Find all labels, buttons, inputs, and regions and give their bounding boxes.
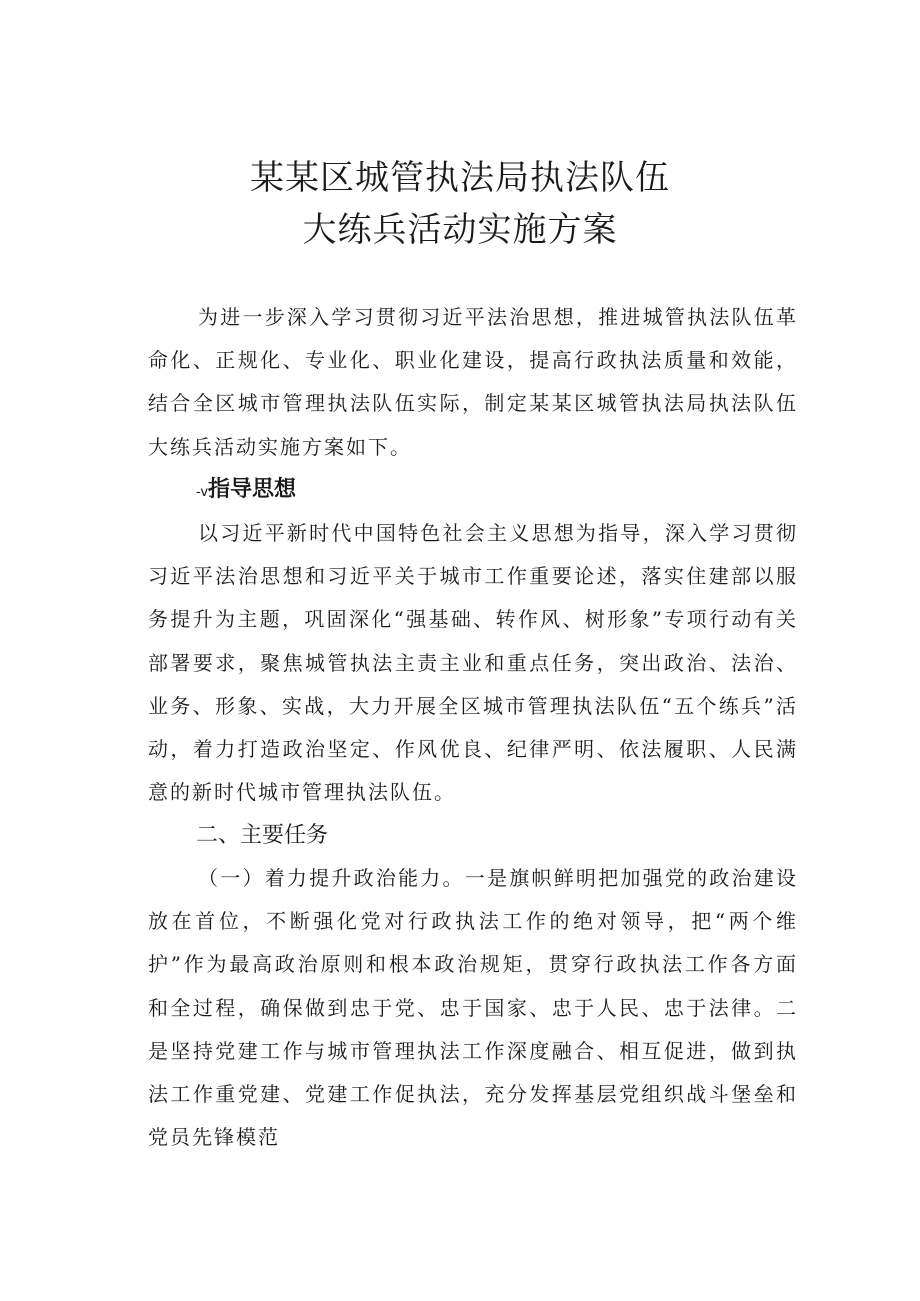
document-title-line-2: 大练兵活动实施方案 (302, 210, 618, 250)
section-heading-main-tasks: 二、主要任务 (196, 823, 329, 848)
main-task-item-1-paragraph: （一）着力提升政治能力。一是旗帜鲜明把加强党的政治建设放在首位，不断强化党对行政执法工作的绝对领导，把“两个维护”作为最高政治原则和根本政治规矩，贯穿行政执法工作各方面和全过程，确保做到忠于党、忠于国家、忠于人民、忠于法律。二是坚持党建工作与城市管理执法工作深度融合、相互促进，做到执法工作重党建、党建工作促执法，充分发挥基层党组织战斗堡垒和党员先锋模范 (148, 866, 798, 1150)
intro-paragraph: 为进一步深入学习贯彻习近平法治思想，推进城管执法队伍革命化、正规化、专业化、职业化建设，提高行政执法质量和效能，结合全区城市管理执法队伍实际，制定某某区城管执法局执法队伍大练兵活动实施方案如下。 (148, 305, 798, 459)
section-marker: -v (196, 485, 209, 500)
guiding-ideology-paragraph: 以习近平新时代中国特色社会主义思想为指导，深入学习贯彻习近平法治思想和习近平关于城市工作重要论述，落实住建部以服务提升为主题，巩固深化“强基础、转作风、树形象”专项行动有关部署要求，聚焦城管执法主责主业和重点任务，突出政治、法治、业务、形象、实战，大力开展全区城市管理执法队伍“五个练兵”活动，着力打造政治坚定、作风优良、纪律严明、依法履职、人民满意的新时代城市管理执法队伍。 (148, 521, 798, 805)
section-heading-guiding-ideology (196, 475, 296, 508)
document-title-line-1: 某某区城管执法局执法队伍 (250, 158, 670, 198)
section-heading-text: 指导思想 (208, 477, 297, 502)
